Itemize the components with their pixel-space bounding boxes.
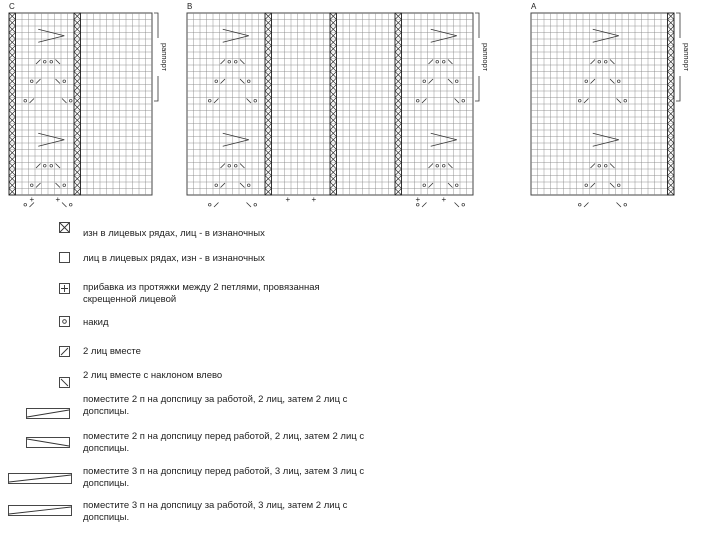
empty-square-icon [59, 252, 70, 263]
legend-item-yarn-over [0, 316, 705, 346]
rapport-label: раппорт [481, 42, 490, 72]
ssk-mark [247, 203, 252, 208]
yarn-over-mark [24, 203, 27, 206]
increase-plus-mark: + [415, 195, 421, 204]
legend-item-purl [0, 222, 705, 252]
legend-text-k2tog: 2 лиц вместе [83, 346, 141, 357]
legend-text-purl: изн в лицевых рядах, лиц - в изнаночных [83, 228, 265, 239]
legend-item-cable-3-3-front [0, 466, 705, 500]
ssk-mark [455, 203, 460, 208]
k2tog-mark [214, 203, 219, 208]
yarn-over-mark [69, 203, 72, 206]
yarn-over-mark [624, 203, 627, 206]
legend-text-ssk: 2 лиц вместе с наклоном влево [83, 370, 223, 381]
purl-cross-icon [59, 222, 70, 233]
legend-item-cable-2-2-front [0, 431, 705, 467]
legend-text-cable-2-2-back: поместите 2 п на допспицу за работой, 2 лиц, затем 2 лиц с допспицы. [83, 394, 348, 417]
chart-label: B [187, 2, 193, 11]
yarn-over-mark [578, 203, 581, 206]
k2tog-mark [584, 203, 589, 208]
rapport-bracket [676, 13, 680, 101]
cable-3-2-back-icon [8, 505, 72, 516]
k2tog-icon [59, 346, 70, 357]
yarn-over-icon [59, 316, 70, 327]
plus-icon [59, 283, 70, 294]
legend-item-increase [0, 283, 705, 313]
chart-label: C [9, 2, 15, 11]
yarn-over-mark [254, 203, 257, 206]
chart-label: A [531, 2, 537, 11]
cable-2-2-front-icon [26, 437, 70, 448]
increase-plus-mark: + [285, 195, 291, 204]
legend-text-cable-3-3-front: поместите 3 п на допспицу перед работой, 3 лиц, затем 3 лиц с допспицы. [83, 466, 365, 489]
chart-c [9, 2, 169, 207]
cable-3-3-front-icon [8, 473, 72, 484]
ssk-mark [617, 203, 622, 208]
increase-plus-mark: + [311, 195, 317, 204]
chart-b [187, 2, 490, 207]
rapport-bracket [154, 13, 158, 101]
yarn-over-mark [462, 203, 465, 206]
increase-plus-mark: + [441, 195, 447, 204]
increase-plus-mark: + [55, 195, 61, 204]
legend-text-knit: лиц в лицевых рядах, изн - в изнаночных [83, 253, 265, 264]
legend-item-cable-3-2-back [0, 500, 705, 534]
ssk-mark [62, 203, 67, 208]
cable-2-2-back-icon [26, 408, 70, 419]
rapport-label: раппорт [682, 42, 691, 72]
chart-a [531, 2, 691, 207]
legend-text-cable-2-2-front: поместите 2 п на допспицу перед работой, 2 лиц, затем 2 лиц с допспицы. [83, 431, 365, 454]
chart-area [0, 0, 705, 215]
legend-text-increase: прибавка из протяжки между 2 петлями, провязанная скрещенной лицевой [83, 282, 320, 305]
yarn-over-mark [208, 203, 211, 206]
legend-text-yarn-over: накид [83, 317, 109, 328]
rapport-bracket [475, 13, 479, 101]
legend-item-knit [0, 252, 705, 282]
increase-plus-mark: + [29, 195, 35, 204]
ssk-icon [59, 377, 70, 388]
legend-text-cable-3-2-back: поместите 3 п на допспицу за работой, 3 лиц, затем 2 лиц с допспицы. [83, 500, 348, 523]
rapport-label: раппорт [160, 42, 169, 72]
k2tog-mark [422, 203, 427, 208]
